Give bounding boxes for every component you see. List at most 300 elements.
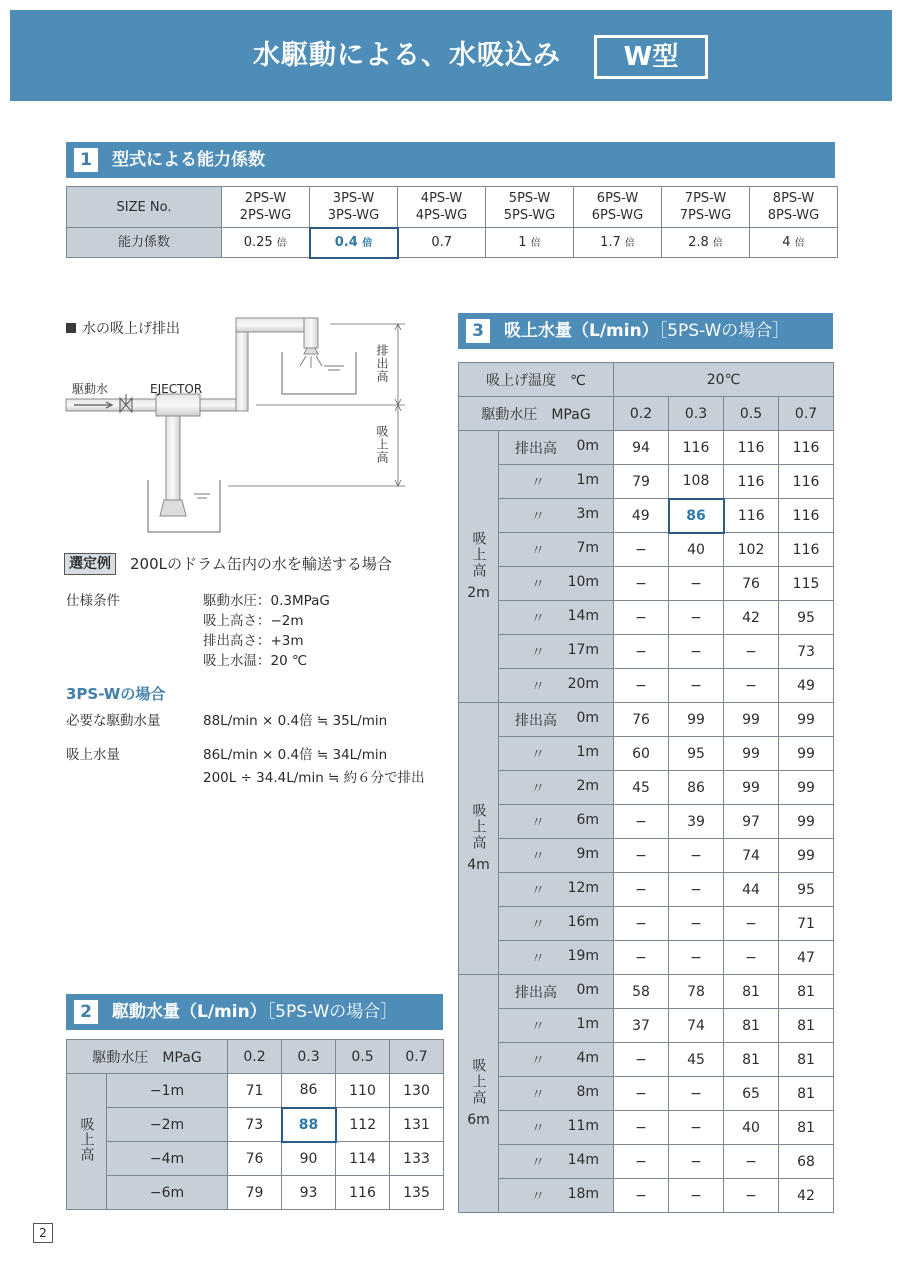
ditto-mark: 〃 — [531, 780, 545, 797]
value-cell: 47 — [779, 941, 834, 975]
coef-unit: 倍 — [794, 237, 805, 249]
model-cell — [486, 187, 574, 228]
value-cell: − — [614, 805, 669, 839]
discharge-height-cell — [499, 465, 614, 499]
group-label: 吸上高 — [470, 803, 487, 851]
suction-group — [459, 703, 499, 975]
suction-height-label: 吸上高 — [375, 425, 389, 464]
discharge-height-cell — [499, 601, 614, 635]
section-number: 3 — [466, 319, 490, 343]
coef-unit: 倍 — [276, 237, 287, 249]
ditto-mark: 〃 — [531, 950, 545, 967]
value-cell: 42 — [779, 1179, 834, 1213]
discharge-height-cell — [499, 873, 614, 907]
value-cell: − — [614, 873, 669, 907]
value-cell: 71 — [779, 907, 834, 941]
pressure-label: 駆動水圧 MPaG — [67, 1040, 228, 1074]
table-row — [67, 1108, 444, 1142]
table-row — [459, 941, 834, 975]
row-label: 18m — [567, 1185, 600, 1202]
ditto-mark: 〃 — [531, 1052, 545, 1069]
value-cell: − — [669, 635, 724, 669]
model-wg: 7PS-WG — [679, 208, 732, 223]
value-cell: − — [669, 669, 724, 703]
value-cell: 97 — [724, 805, 779, 839]
value-cell: − — [614, 1145, 669, 1179]
table-row — [459, 907, 834, 941]
title-bar — [10, 10, 892, 101]
row-label: 10m — [567, 573, 600, 590]
group-label: 吸上高 — [470, 531, 487, 579]
temp-label: 吸上げ温度 ℃ — [459, 363, 614, 397]
value-cell: 74 — [724, 839, 779, 873]
spec-item: 駆動水圧：0.3MPaG — [203, 593, 330, 609]
table-row — [459, 737, 834, 771]
value-cell: 49 — [614, 499, 669, 533]
value-cell: 99 — [779, 805, 834, 839]
coef-cell — [574, 228, 662, 258]
value-cell: − — [724, 635, 779, 669]
value-cell: 76 — [724, 567, 779, 601]
group-height: 6m — [467, 1112, 490, 1128]
group-height: 4m — [467, 857, 490, 873]
coef-cell — [398, 228, 486, 258]
table-row — [459, 1111, 834, 1145]
value-cell: 81 — [779, 1043, 834, 1077]
ditto-mark: 〃 — [531, 644, 545, 661]
row-label: 14m — [567, 1151, 600, 1168]
ejector-diagram — [60, 310, 420, 540]
ditto-mark: 〃 — [531, 542, 545, 559]
table-row — [459, 499, 834, 533]
value-cell: 99 — [779, 771, 834, 805]
suction-label: 吸上水量 — [66, 747, 120, 763]
value-cell: − — [669, 839, 724, 873]
value-cell: 42 — [724, 601, 779, 635]
row-label: 20m — [567, 675, 600, 692]
drive-flow-table — [66, 1039, 444, 1210]
section-number: 1 — [74, 148, 98, 172]
value-cell: 99 — [779, 839, 834, 873]
row-label: 1m — [576, 1015, 600, 1032]
row-label: 16m — [567, 913, 600, 930]
pressure-header: 0.2 — [614, 397, 669, 431]
size-label: SIZE No. — [67, 187, 222, 228]
ejector-label: EJECTOR — [150, 382, 203, 396]
discharge-height-cell — [499, 1077, 614, 1111]
model-w: 5PS-W — [508, 191, 551, 206]
section-title: 型式による能力係数 — [112, 150, 265, 170]
ditto-mark: 〃 — [531, 848, 545, 865]
spec-item: 吸上高さ：−2m — [203, 613, 304, 629]
model-cell — [750, 187, 838, 228]
value-cell: − — [669, 1111, 724, 1145]
value-cell: − — [669, 601, 724, 635]
table-row — [459, 601, 834, 635]
model-w: 7PS-W — [684, 191, 727, 206]
table-row — [459, 975, 834, 1009]
discharge-height-cell — [499, 703, 614, 737]
value-cell: − — [724, 669, 779, 703]
table-row — [459, 1043, 834, 1077]
row-label: 17m — [567, 641, 600, 658]
discharge-height-cell — [499, 533, 614, 567]
value-cell: 81 — [724, 1009, 779, 1043]
value-cell: 45 — [614, 771, 669, 805]
page-number: 2 — [33, 1223, 53, 1243]
model-w: 8PS-W — [772, 191, 815, 206]
value-cell: 90 — [282, 1142, 336, 1176]
value-cell: − — [669, 1179, 724, 1213]
value-cell: 81 — [779, 1009, 834, 1043]
value-cell: 110 — [336, 1074, 390, 1108]
discharge-height-cell — [499, 1043, 614, 1077]
model-cell — [398, 187, 486, 228]
ditto-mark: 〃 — [531, 746, 545, 763]
discharge-label: 排出高 — [515, 712, 557, 729]
value-cell: 76 — [228, 1142, 282, 1176]
case-heading: 3PS-Wの場合 — [66, 685, 166, 703]
group-label: 吸上高 — [78, 1117, 95, 1162]
discharge-height-label: 排出高 — [375, 344, 389, 383]
example-tag: 選定例 — [64, 553, 116, 575]
table-row — [459, 533, 834, 567]
coef-unit: 倍 — [362, 237, 373, 249]
coef-value: 2.8 — [688, 234, 709, 250]
group-height: 2m — [467, 585, 490, 601]
row-label: 3m — [576, 505, 600, 522]
row-label: 7m — [576, 539, 600, 556]
value-cell: 135 — [390, 1176, 444, 1210]
value-cell: 116 — [724, 499, 779, 533]
section-3-header — [458, 313, 833, 349]
model-wg: 8PS-WG — [767, 208, 820, 223]
coef-cell — [486, 228, 574, 258]
row-label: 0m — [576, 709, 600, 726]
model-cell — [662, 187, 750, 228]
table-row — [459, 873, 834, 907]
value-cell: − — [614, 533, 669, 567]
model-w: 2PS-W — [244, 191, 287, 206]
ditto-mark: 〃 — [531, 1086, 545, 1103]
discharge-height-cell — [499, 737, 614, 771]
pressure-header: 0.7 — [779, 397, 834, 431]
pressure-header: 0.5 — [336, 1040, 390, 1074]
model-cell — [222, 187, 310, 228]
table-row — [67, 1074, 444, 1108]
ditto-mark: 〃 — [531, 1154, 545, 1171]
row-label: 4m — [576, 1049, 600, 1066]
coef-unit: 倍 — [624, 237, 635, 249]
coef-unit: 倍 — [712, 237, 723, 249]
table-row — [67, 187, 838, 228]
value-cell: 116 — [779, 533, 834, 567]
value-cell: − — [614, 669, 669, 703]
value-cell: − — [669, 907, 724, 941]
suction-group — [459, 431, 499, 703]
table-row — [459, 397, 834, 431]
value-cell: 94 — [614, 431, 669, 465]
table-row — [67, 1040, 444, 1074]
ditto-mark: 〃 — [531, 882, 545, 899]
discharge-label: 排出高 — [515, 984, 557, 1001]
coef-cell — [310, 228, 398, 258]
table-row — [459, 1179, 834, 1213]
table-row — [67, 1176, 444, 1210]
discharge-label: 排出高 — [515, 440, 557, 457]
value-cell: 130 — [390, 1074, 444, 1108]
value-cell: 99 — [724, 703, 779, 737]
ditto-mark: 〃 — [531, 814, 545, 831]
value-cell: 131 — [390, 1108, 444, 1142]
drive-water-label: 駆動水 — [72, 382, 109, 396]
value-cell: − — [614, 907, 669, 941]
value-cell: 81 — [724, 1043, 779, 1077]
discharge-height-cell — [499, 941, 614, 975]
coef-value: 0.25 — [243, 234, 273, 250]
section-2-header — [66, 994, 443, 1030]
row-label: −2m — [107, 1108, 228, 1142]
spec-label: 仕様条件 — [66, 593, 120, 609]
value-cell: 39 — [669, 805, 724, 839]
value-cell: 37 — [614, 1009, 669, 1043]
pressure-header: 0.7 — [390, 1040, 444, 1074]
row-label: 11m — [567, 1117, 600, 1134]
suction-value: 200L ÷ 34.4L/min ≒ 約６分で排出 — [203, 770, 425, 786]
value-cell: − — [614, 839, 669, 873]
ditto-mark: 〃 — [531, 474, 545, 491]
ditto-mark: 〃 — [531, 916, 545, 933]
value-cell: 79 — [228, 1176, 282, 1210]
row-label: 14m — [567, 607, 600, 624]
discharge-height-cell — [499, 635, 614, 669]
value-cell: − — [669, 1145, 724, 1179]
group-label: 吸上高 — [470, 1058, 487, 1106]
table-row — [459, 635, 834, 669]
discharge-height-cell — [499, 1111, 614, 1145]
value-cell: 74 — [669, 1009, 724, 1043]
value-cell: − — [724, 1179, 779, 1213]
value-cell: 81 — [779, 1077, 834, 1111]
discharge-height-cell — [499, 805, 614, 839]
section-1-header — [66, 142, 835, 178]
discharge-height-cell — [499, 1145, 614, 1179]
discharge-height-cell — [499, 1009, 614, 1043]
table-row — [459, 1145, 834, 1179]
pressure-label: 駆動水圧 MPaG — [459, 397, 614, 431]
section-title: 吸上水量（L/min） — [504, 321, 659, 341]
pressure-header: 0.3 — [282, 1040, 336, 1074]
spec-item: 吸上水温：20 ℃ — [203, 653, 308, 669]
capacity-coefficient-table — [66, 186, 838, 259]
value-cell: 81 — [724, 975, 779, 1009]
value-cell: − — [669, 941, 724, 975]
ditto-mark: 〃 — [531, 610, 545, 627]
coef-label: 能力係数 — [67, 228, 222, 258]
value-cell: − — [724, 907, 779, 941]
coef-value: 1 — [518, 234, 527, 250]
model-wg: 4PS-WG — [415, 208, 468, 223]
discharge-height-cell — [499, 771, 614, 805]
pressure-header: 0.3 — [669, 397, 724, 431]
ditto-mark: 〃 — [531, 1120, 545, 1137]
discharge-height-cell — [499, 499, 614, 533]
table-row — [459, 669, 834, 703]
value-cell: 116 — [669, 431, 724, 465]
table-row — [459, 1009, 834, 1043]
spec-item: 排出高さ：+3m — [203, 633, 304, 649]
model-wg: 6PS-WG — [591, 208, 644, 223]
pressure-header: 0.2 — [228, 1040, 282, 1074]
value-cell: 86 — [669, 499, 724, 533]
value-cell: 115 — [779, 567, 834, 601]
type-badge: W型 — [594, 35, 708, 79]
suction-group — [67, 1074, 107, 1210]
value-cell: 81 — [779, 1111, 834, 1145]
table-row — [459, 431, 834, 465]
row-label: 6m — [576, 811, 600, 828]
discharge-height-cell — [499, 669, 614, 703]
discharge-height-cell — [499, 1179, 614, 1213]
value-cell: − — [669, 1077, 724, 1111]
table-row — [459, 771, 834, 805]
row-label: −6m — [107, 1176, 228, 1210]
ditto-mark: 〃 — [531, 1018, 545, 1035]
section-title: 駆動水量（L/min） — [112, 1002, 267, 1022]
table-row — [459, 805, 834, 839]
value-cell: − — [614, 567, 669, 601]
value-cell: 133 — [390, 1142, 444, 1176]
table-row — [459, 703, 834, 737]
discharge-height-cell — [499, 567, 614, 601]
value-cell: − — [614, 635, 669, 669]
coef-value: 4 — [782, 234, 791, 250]
value-cell: 95 — [669, 737, 724, 771]
row-label: 1m — [576, 471, 600, 488]
coef-cell — [222, 228, 310, 258]
row-label: 0m — [576, 437, 600, 454]
row-label: −1m — [107, 1074, 228, 1108]
model-cell — [574, 187, 662, 228]
value-cell: 114 — [336, 1142, 390, 1176]
value-cell: 40 — [669, 533, 724, 567]
model-cell — [310, 187, 398, 228]
model-wg: 3PS-WG — [327, 207, 380, 223]
value-cell: 79 — [614, 465, 669, 499]
model-wg: 2PS-WG — [239, 208, 292, 223]
value-cell: − — [669, 567, 724, 601]
value-cell: 116 — [779, 431, 834, 465]
model-wg: 5PS-WG — [503, 208, 556, 223]
row-label: 8m — [576, 1083, 600, 1100]
value-cell: 73 — [779, 635, 834, 669]
table-row — [459, 1077, 834, 1111]
section-subtitle: ［5PS-Wの場合］ — [658, 321, 790, 341]
suction-group — [459, 975, 499, 1213]
coef-unit: 倍 — [530, 237, 541, 249]
value-cell: − — [669, 873, 724, 907]
row-label: 9m — [576, 845, 600, 862]
value-cell: − — [614, 1043, 669, 1077]
row-label: −4m — [107, 1142, 228, 1176]
discharge-height-cell — [499, 975, 614, 1009]
row-label: 2m — [576, 777, 600, 794]
value-cell: 71 — [228, 1074, 282, 1108]
value-cell: 99 — [669, 703, 724, 737]
row-label: 1m — [576, 743, 600, 760]
table-row — [459, 465, 834, 499]
model-w: 6PS-W — [596, 191, 639, 206]
row-label: 0m — [576, 981, 600, 998]
temp-value: 20℃ — [614, 363, 834, 397]
section-number: 2 — [74, 1000, 98, 1024]
value-cell: 102 — [724, 533, 779, 567]
row-label: 12m — [567, 879, 600, 896]
table-row — [459, 567, 834, 601]
value-cell: − — [614, 601, 669, 635]
coef-cell — [750, 228, 838, 258]
value-cell: 116 — [779, 465, 834, 499]
value-cell: − — [614, 1077, 669, 1111]
value-cell: 99 — [724, 771, 779, 805]
value-cell: − — [724, 941, 779, 975]
value-cell: 116 — [336, 1176, 390, 1210]
table-row — [459, 363, 834, 397]
ditto-mark: 〃 — [531, 678, 545, 695]
table-row — [67, 1142, 444, 1176]
discharge-height-cell — [499, 431, 614, 465]
value-cell: − — [614, 941, 669, 975]
table-row — [67, 228, 838, 258]
value-cell: 112 — [336, 1108, 390, 1142]
value-cell: 49 — [779, 669, 834, 703]
required-value: 88L/min × 0.4倍 ≒ 35L/min — [203, 713, 388, 729]
ditto-mark: 〃 — [531, 1188, 545, 1205]
value-cell: 108 — [669, 465, 724, 499]
value-cell: 116 — [724, 465, 779, 499]
suction-flow-table — [458, 362, 834, 1213]
ditto-mark: 〃 — [531, 576, 545, 593]
coef-value: 1.7 — [600, 234, 621, 250]
value-cell: 45 — [669, 1043, 724, 1077]
diagram-heading: 水の吸上げ排出 — [66, 318, 180, 338]
coef-value: 0.4 — [334, 234, 358, 250]
value-cell: 86 — [669, 771, 724, 805]
example-title: 200Lのドラム缶内の水を輸送する場合 — [130, 555, 392, 573]
value-cell: 60 — [614, 737, 669, 771]
value-cell: 99 — [779, 703, 834, 737]
value-cell: − — [724, 1145, 779, 1179]
value-cell: 81 — [779, 975, 834, 1009]
value-cell: 93 — [282, 1176, 336, 1210]
value-cell: 95 — [779, 873, 834, 907]
coef-cell — [662, 228, 750, 258]
value-cell: 116 — [724, 431, 779, 465]
suction-value: 86L/min × 0.4倍 ≒ 34L/min — [203, 747, 388, 763]
value-cell: 44 — [724, 873, 779, 907]
ditto-mark: 〃 — [531, 508, 545, 525]
value-cell: 78 — [669, 975, 724, 1009]
value-cell: 88 — [282, 1108, 336, 1142]
value-cell: 65 — [724, 1077, 779, 1111]
model-w: 4PS-W — [420, 191, 463, 206]
value-cell: 40 — [724, 1111, 779, 1145]
coef-value: 0.7 — [431, 234, 453, 250]
value-cell: 99 — [779, 737, 834, 771]
required-label: 必要な駆動水量 — [66, 713, 161, 729]
value-cell: 68 — [779, 1145, 834, 1179]
table-row — [459, 839, 834, 873]
